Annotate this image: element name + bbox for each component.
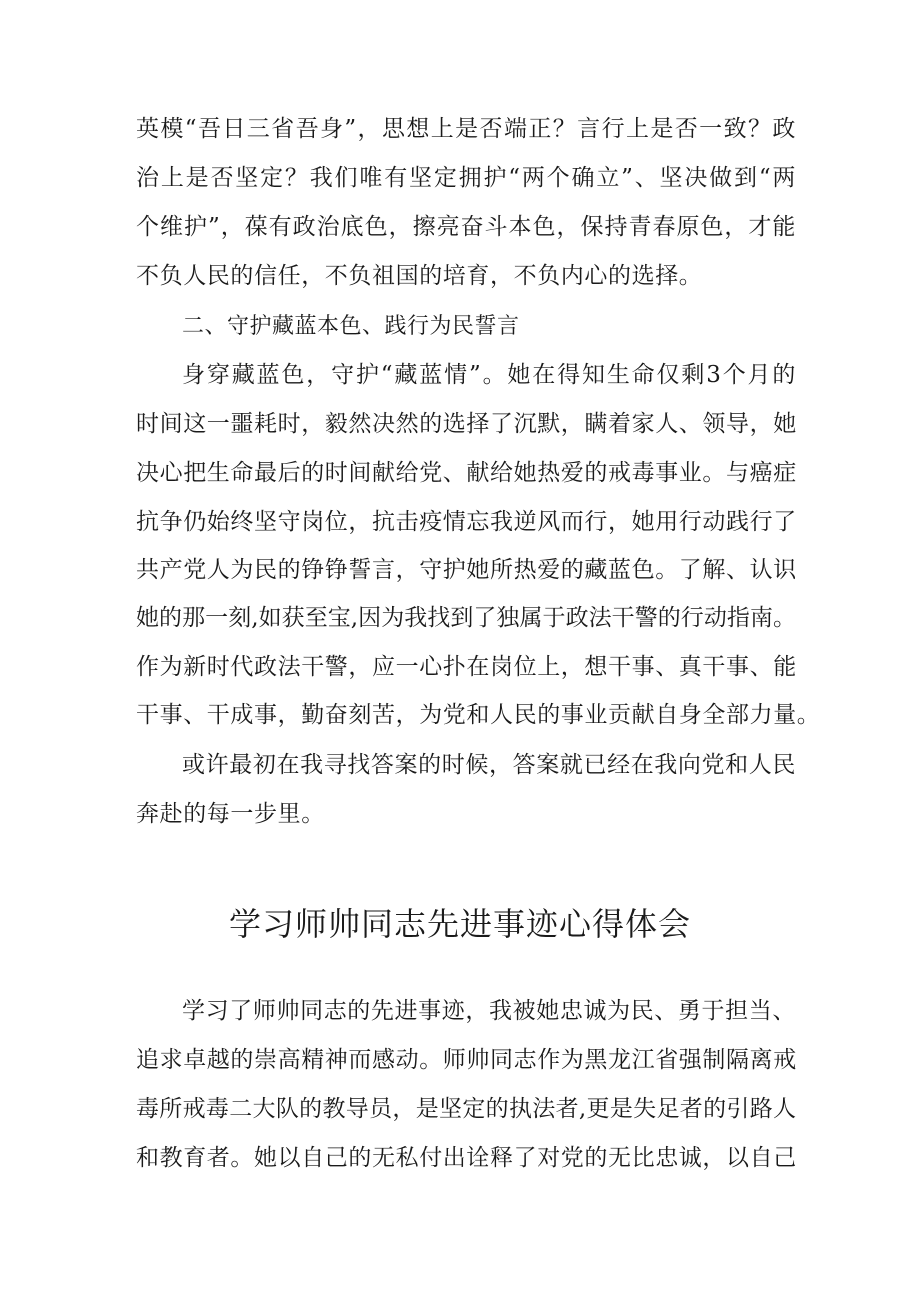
- paragraph-line: 作为新时代政法干警，应一心扑在岗位上，想干事、真干事、能: [136, 654, 797, 680]
- paragraph-line: 抗争仍始终坚守岗位，抗击疫情忘我逆风而行，她用行动践行了: [136, 509, 797, 535]
- article-title: 学习师帅同志先进事迹心得体会: [228, 905, 691, 943]
- section-heading: 二、守护藏蓝本色、践行为民誓言: [182, 314, 520, 339]
- paragraph-line: 不负人民的信任，不负祖国的培育，不负内心的选择。: [136, 263, 703, 289]
- paragraph-line: 决心把生命最后的时间献给党、献给她热爱的戒毒事业。与癌症: [136, 460, 797, 486]
- paragraph-line: 时间这一噩耗时，毅然决然的选择了沉默，瞒着家人、领导，她: [136, 411, 797, 437]
- paragraph-line: 学习了师帅同志的先进事迹，我被她忠诚为民、勇于担当、: [182, 998, 796, 1024]
- paragraph-line: 追求卓越的崇高精神而感动。师帅同志作为黑龙江省强制隔离戒: [136, 1047, 797, 1073]
- paragraph-line: 个维护”，葆有政治底色，擦亮奋斗本色，保持青春原色，才能: [136, 214, 796, 240]
- paragraph-line: 共产党人为民的铮铮誓言，守护她所热爱的藏蓝色。了解、认识: [136, 557, 797, 583]
- paragraph-line: 身穿藏蓝色，守护“藏蓝情”。她在得知生命仅剩3个月的: [182, 362, 796, 388]
- paragraph-line: 治上是否坚定？我们唯有坚定拥护“两个确立”、坚决做到“两: [136, 165, 796, 191]
- paragraph-line: 毒所戒毒二大队的教导员，是坚定的执法者,更是失足者的引路人: [136, 1096, 796, 1122]
- paragraph-line: 和教育者。她以自己的无私付出诠释了对党的无比忠诚，以自己: [136, 1145, 797, 1171]
- paragraph-line: 英模“吾日三省吾身”，思想上是否端正？言行上是否一致？政: [136, 116, 796, 142]
- paragraph-line: 她的那一刻,如获至宝,因为我找到了独属于政法干警的行动指南。: [136, 605, 796, 631]
- paragraph-line: 干事、干成事，勤奋刻苦，为党和人民的事业贡献自身全部力量。: [136, 702, 821, 728]
- paragraph-line: 奔赴的每一步里。: [136, 801, 325, 827]
- paragraph-line: 或许最初在我寻找答案的时候，答案就已经在我向党和人民: [182, 752, 796, 778]
